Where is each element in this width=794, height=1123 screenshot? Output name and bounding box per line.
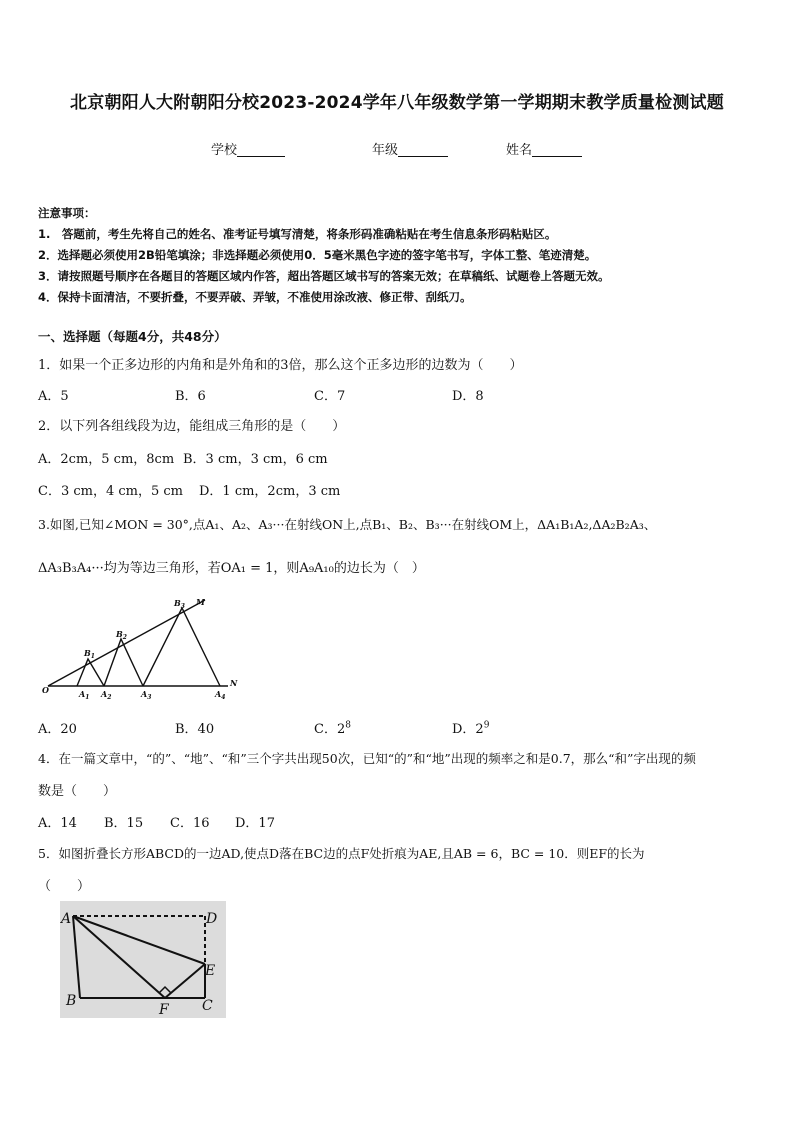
triangle-1 <box>77 659 104 686</box>
grade-field <box>372 139 448 158</box>
label-b2: $B_2$ <box>116 629 127 641</box>
q4-stem-line2: 数是（ ） <box>38 784 117 799</box>
label-n: N <box>230 678 238 688</box>
grade-label: 年级 <box>372 143 399 158</box>
exam-title: 北京朝阳人大附朝阳分校2023-2024学年八年级数学第一学期期末教学质量检测试题 <box>70 93 724 113</box>
q3-option-a: A．20 <box>38 722 77 737</box>
school-field <box>211 139 285 158</box>
q4-option-c: C．16 <box>170 816 210 831</box>
section-heading: 一、选择题（每题4分，共48分） <box>38 329 227 344</box>
q4-stem-line1: 4．在一篇文章中，“的”、“地”、“和”三个字共出现50次，已知“的”和“地”出现的频率之和是0.7，那么“和”字出现的频 <box>38 751 696 766</box>
label-o: O <box>42 685 49 695</box>
label-b: B <box>66 993 77 1009</box>
q2-option-c: C．3 cm，4 cm，5 cm <box>38 484 183 499</box>
triangle-3 <box>143 608 220 686</box>
q3-option-d: D．$2^9$ <box>452 720 490 737</box>
q3-option-c: C．$2^8$ <box>314 720 351 737</box>
q2-option-a: A．2cm，5 cm，8cm <box>38 452 175 467</box>
grade-blank <box>398 143 448 157</box>
q3-figure <box>40 590 250 700</box>
label-e: E <box>205 963 216 979</box>
name-blank <box>532 143 582 157</box>
label-c: C <box>202 998 213 1014</box>
note-item: 3．请按照题号顺序在各题目的答题区域内作答，超出答题区域书写的答案无效；在草稿纸、试题卷上答题无效。 <box>38 269 610 283</box>
q2-option-d: D．1 cm，2cm，3 cm <box>199 484 341 499</box>
school-label: 学校 <box>211 143 238 158</box>
q5-stem-line2: （ ） <box>38 879 91 894</box>
note-item: 1. 答题前，考生先将自己的姓名、准考证号填写清楚，将条形码准确粘贴在考生信息条形码粘贴区。 <box>38 227 557 241</box>
q1-option-c: C．7 <box>314 389 346 404</box>
label-a4: $A_4$ <box>215 689 226 700</box>
label-m: M <box>196 597 205 607</box>
q1-option-a: A．5 <box>38 389 69 404</box>
q1-stem: 1．如果一个正多边形的内角和是外角和的3倍，那么这个正多边形的边数为（ ） <box>38 358 523 373</box>
label-a: A <box>61 911 72 927</box>
q3-option-b: B．40 <box>175 722 215 737</box>
q4-option-d: D．17 <box>235 816 275 831</box>
ray-om <box>48 600 205 686</box>
label-f: F <box>159 1002 169 1018</box>
q2-stem: 2．以下列各组线段为边，能组成三角形的是（ ） <box>38 419 346 434</box>
q5-figure <box>60 901 226 1018</box>
note-item: 4．保持卡面清洁，不要折叠，不要弄破、弄皱，不准使用涂改液、修正带、刮纸刀。 <box>38 290 472 304</box>
label-a1: $A_1$ <box>79 689 90 700</box>
triangle-2 <box>104 639 143 686</box>
school-blank <box>237 143 285 157</box>
q4-option-b: B．15 <box>104 816 144 831</box>
q3-stem-line2: ΔA₃B₃A₄···均为等边三角形，若OA₁ = 1，则A₉A₁₀的边长为（ ） <box>38 561 425 576</box>
name-label: 姓名 <box>506 143 533 158</box>
notes-block <box>38 203 768 308</box>
q3-stem-line1: 3.如图,已知∠MON = 30°,点A₁、A₂、A₃···在射线ON上,点B₁、B₂、B₃···在射线OM上，ΔA₁B₁A₂,ΔA₂B₂A₃、 <box>38 517 657 532</box>
note-item: 2．选择题必须使用2B铅笔填涂；非选择题必须使用0．5毫米黑色字迹的签字笔书写，字体工整、笔迹清楚。 <box>38 248 597 262</box>
q1-option-b: B．6 <box>175 389 206 404</box>
q1-option-d: D．8 <box>452 389 484 404</box>
label-a3: $A_3$ <box>141 689 152 700</box>
label-a2: $A_2$ <box>101 689 112 700</box>
notes-heading: 注意事项： <box>38 206 96 220</box>
q5-stem-line1: 5．如图折叠长方形ABCD的一边AD,使点D落在BC边的点F处折痕为AE,且AB = 6，BC = 10．则EF的长为 <box>38 846 645 861</box>
label-d: D <box>206 911 218 927</box>
q2-option-b: B．3 cm，3 cm，6 cm <box>183 452 328 467</box>
label-b3: $B_3$ <box>174 598 185 610</box>
q4-option-a: A．14 <box>38 816 77 831</box>
name-field <box>506 139 582 158</box>
label-b1: $B_1$ <box>84 648 95 660</box>
